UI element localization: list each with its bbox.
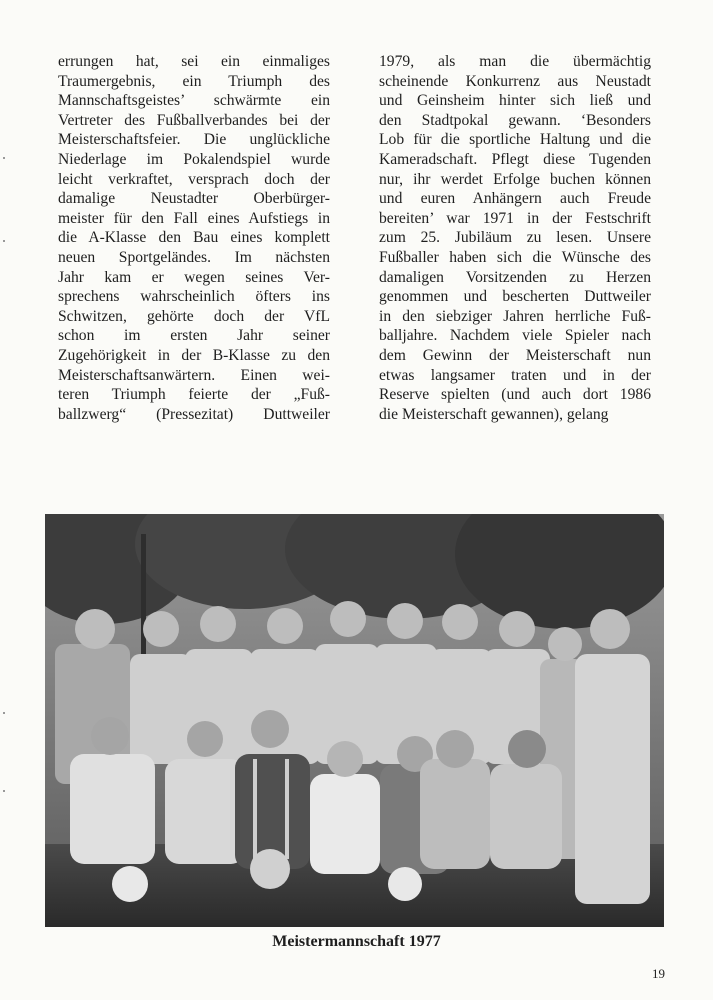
text-line: Niederlage im Pokalendspiel wurde [58, 150, 330, 168]
text-line: Meisterschaftsanwärtern. Einen wei- [58, 366, 330, 384]
photo-caption: Meistermannschaft 1977 [272, 933, 441, 950]
text-line: Reserve spielten (und auch dort 1986 [379, 386, 651, 404]
text-line: teren Triumph feierte der „Fuß- [58, 386, 330, 404]
text-line: Jahr kam er wegen seines Ver- [58, 268, 330, 286]
text-line: damaligen Vorsitzenden zu Herzen [379, 268, 651, 286]
text-line: damalige Neustadter Oberbürger- [58, 190, 330, 208]
team-photo-illustration [45, 514, 664, 927]
text-line: Fußballer haben sich die Wünsche des [379, 248, 651, 266]
text-line: neuen Sportgeländes. Im nächsten [58, 248, 330, 266]
text-line: Zugehörigkeit in der B-Klasse zu den [58, 346, 330, 364]
text-line: schon im ersten Jahr seiner [58, 327, 330, 345]
scan-mark [3, 157, 5, 159]
scan-mark [3, 240, 5, 242]
left-text-column [58, 52, 330, 424]
text-line: meister für den Fall eines Aufstiegs in [58, 209, 330, 227]
scan-mark [3, 712, 5, 714]
text-line: nur, ihr werdet Erfolge buchen können [379, 170, 651, 188]
text-line: und Geinsheim hinter sich ließ und [379, 92, 651, 110]
text-line: bereiten’ war 1971 in der Festschrift [379, 209, 651, 227]
text-line: ballzwerg“ (Pressezitat) Duttweiler [58, 405, 330, 423]
text-line: sprechens wahrscheinlich öfters ins [58, 288, 330, 306]
text-line: dem Gewinn der Meisterschaft nun [379, 346, 651, 364]
text-line: und euren Anhängern auch Freude [379, 190, 651, 208]
text-line: die Meisterschaft gewannen), gelang [379, 405, 609, 423]
text-line: etwas langsamer traten und in der [379, 366, 651, 384]
team-photo [45, 514, 664, 927]
text-line: genommen und bescherten Duttweiler [379, 288, 651, 306]
text-line: Lob für die sportliche Haltung und die [379, 131, 651, 149]
text-line: Meisterschaftsfeier. Die unglückliche [58, 131, 330, 149]
page-number: 19 [652, 966, 665, 981]
text-line: Kameradschaft. Pflegt diese Tugenden [379, 150, 651, 168]
text-line: errungen hat, sei ein einmaliges [58, 53, 330, 70]
text-line: in den siebziger Jahren herrliche Fuß- [379, 307, 651, 325]
text-line: Vertreter des Fußballverbandes bei der [58, 111, 330, 129]
text-line: Mannschaftsgeistes’ schwärmte ein [58, 92, 330, 110]
text-line: scheinende Konkurrenz aus Neustadt [379, 72, 651, 90]
text-line: zum 25. Jubiläum zu lesen. Unsere [379, 229, 651, 247]
text-line: balljahre. Nachdem viele Spieler nach [379, 327, 651, 345]
text-line: Traumergebnis, ein Triumph des [58, 72, 330, 90]
text-line: Schwitzen, gehörte doch der VfL [58, 307, 330, 325]
right-text-column [379, 52, 651, 424]
text-line: den Stadtpokal gewann. ‘Besonders [379, 111, 651, 129]
text-line: 1979, als man die übermächtig [379, 53, 651, 70]
scan-mark [3, 790, 5, 792]
text-line: die A-Klasse den Bau eines komplett [58, 229, 330, 247]
text-line: leicht verkraftet, versprach doch der [58, 170, 330, 188]
